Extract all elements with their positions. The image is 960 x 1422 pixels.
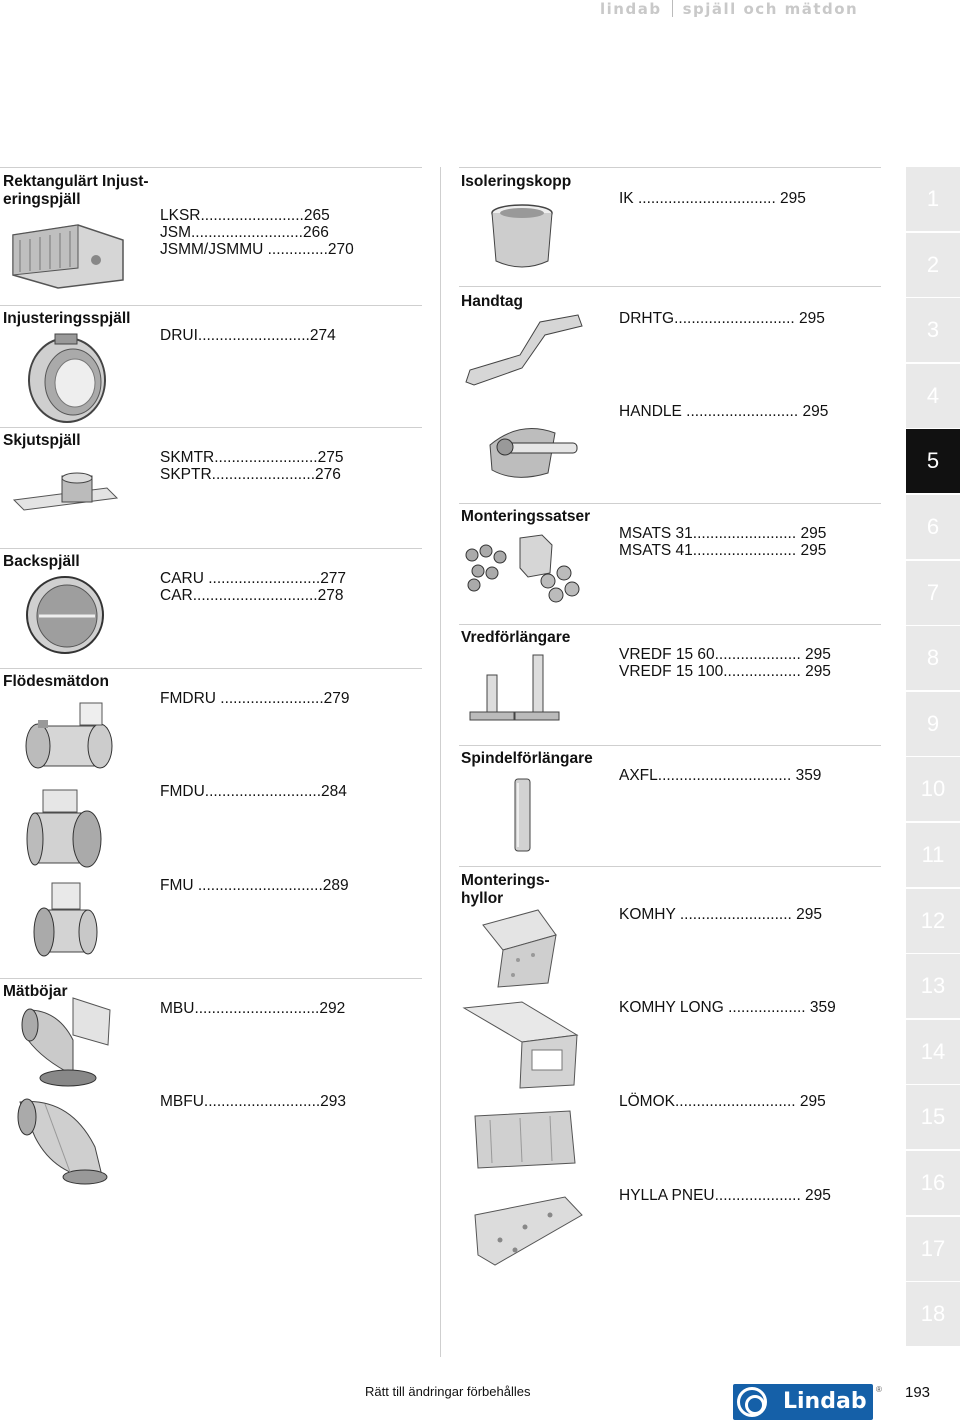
section-title-skjutspjall: Skjutspjäll (3, 432, 81, 449)
chapter-tab-13[interactable]: 13 (906, 954, 960, 1018)
header-separator (672, 0, 673, 17)
ref-handle: HANDLE .......................... 295 (619, 403, 829, 420)
section-title-isoleringskopp: Isoleringskopp (461, 173, 572, 190)
chapter-tab-17[interactable]: 17 (906, 1217, 960, 1281)
ref-fmdu: FMDU...........................284 (160, 783, 347, 800)
section-title-vredforlangare: Vredförlängare (461, 629, 571, 646)
chapter-tab-5-active[interactable]: 5 (906, 429, 960, 493)
product-photo-fmu (30, 880, 105, 965)
section-title-flodesmatdon: Flödesmätdon (3, 673, 109, 690)
registered-mark: ® (876, 1385, 882, 1394)
ref-lksr: LKSR........................265 (160, 207, 330, 224)
chapter-tab-6[interactable]: 6 (906, 495, 960, 559)
ref-vredf15100: VREDF 15 100.................. 295 (619, 663, 831, 680)
ref-jsmm: JSMM/JSMMU ..............270 (160, 241, 354, 258)
chapter-tab-16[interactable]: 16 (906, 1151, 960, 1215)
ref-skptr: SKPTR........................276 (160, 466, 341, 483)
column-divider (440, 167, 441, 1357)
rule (459, 624, 881, 625)
product-photo-drui (25, 330, 115, 425)
ref-skmtr: SKMTR........................275 (160, 449, 344, 466)
section-title-monteringssatser: Monteringssatser (461, 508, 591, 525)
lindab-logo-icon (737, 1387, 767, 1417)
chapter-tab-3[interactable]: 3 (906, 298, 960, 362)
product-photo-isoleringskopp (490, 203, 555, 273)
lindab-logo-text: Lindab (783, 1389, 867, 1414)
product-photo-skjutspjall (12, 470, 122, 515)
rule (459, 503, 881, 504)
running-header (600, 0, 900, 18)
ref-jsm: JSM..........................266 (160, 224, 329, 241)
product-photo-mbfu (15, 1092, 110, 1187)
section-title-spindelforlangare: Spindelförlängare (461, 750, 593, 767)
ref-ik: IK ................................ 295 (619, 190, 806, 207)
ref-car: CAR.............................278 (160, 587, 344, 604)
rule (459, 745, 881, 746)
ref-komhy: KOMHY .......................... 295 (619, 906, 822, 923)
chapter-tab-18[interactable]: 18 (906, 1282, 960, 1346)
ref-drui: DRUI..........................274 (160, 327, 336, 344)
header-section: spjäll och mätdon (682, 0, 859, 18)
chapter-tab-10[interactable]: 10 (906, 757, 960, 821)
product-photo-hylla-pneu (470, 1195, 585, 1270)
rule (0, 305, 422, 306)
ref-komhy-long: KOMHY LONG .................. 359 (619, 999, 836, 1016)
product-photo-komhy (478, 905, 558, 990)
rule (459, 866, 881, 867)
rule (0, 668, 422, 669)
chapter-tab-4[interactable]: 4 (906, 364, 960, 428)
ref-axfl: AXFL............................... 359 (619, 767, 822, 784)
chapter-tab-12[interactable]: 12 (906, 889, 960, 953)
product-photo-lksr (8, 210, 128, 290)
chapter-tab-2[interactable]: 2 (906, 233, 960, 297)
product-photo-spindelforlangare (510, 775, 535, 855)
ref-mbu: MBU.............................292 (160, 1000, 346, 1017)
rule (459, 167, 881, 168)
lindab-logo (733, 1384, 873, 1420)
product-photo-lomok (470, 1108, 580, 1173)
product-photo-handle (470, 415, 580, 485)
ref-drhtg: DRHTG............................ 295 (619, 310, 825, 327)
section-title-backspjall: Backspjäll (3, 553, 80, 570)
ref-lomok: LÖMOK............................ 295 (619, 1093, 826, 1110)
ref-hylla-pneu: HYLLA PNEU.................... 295 (619, 1187, 831, 1204)
chapter-tabs (906, 167, 960, 1348)
product-photo-fmdru (18, 698, 118, 778)
section-title-injusteringsspjall: Injusteringsspjäll (3, 310, 131, 327)
chapter-tab-15[interactable]: 15 (906, 1085, 960, 1149)
ref-caru: CARU ..........................277 (160, 570, 347, 587)
footer-note: Rätt till ändringar förbehålles (365, 1384, 531, 1399)
chapter-tab-7[interactable]: 7 (906, 561, 960, 625)
rule (0, 167, 422, 168)
product-photo-fmdu (25, 785, 105, 875)
rule (0, 978, 422, 979)
page-number: 193 (905, 1384, 931, 1401)
ref-mbfu: MBFU...........................293 (160, 1093, 347, 1110)
ref-fmdru: FMDRU ........................279 (160, 690, 350, 707)
product-photo-backspjall (25, 575, 105, 655)
header-brand: lindab (600, 0, 662, 18)
product-photo-monteringssatser (462, 533, 592, 603)
ref-msats31: MSATS 31........................ 295 (619, 525, 827, 542)
chapter-tab-1[interactable]: 1 (906, 167, 960, 231)
chapter-tab-11[interactable]: 11 (906, 823, 960, 887)
section-title-monteringshyllor: Monterings- hyllor (461, 872, 550, 907)
product-photo-mbu (18, 990, 113, 1090)
product-photo-drhtg (460, 310, 585, 390)
section-title-handtag: Handtag (461, 293, 523, 310)
ref-vredf1560: VREDF 15 60.................... 295 (619, 646, 831, 663)
section-title-rektangulart: Rektangulärt Injust- eringspjäll (3, 173, 149, 208)
rule (0, 548, 422, 549)
ref-msats41: MSATS 41........................ 295 (619, 542, 827, 559)
product-photo-komhy-long (462, 1000, 582, 1090)
rule (459, 286, 881, 287)
section-title-matbojar: Mätböjar (3, 983, 68, 1000)
chapter-tab-14[interactable]: 14 (906, 1020, 960, 1084)
chapter-tab-9[interactable]: 9 (906, 692, 960, 756)
product-photo-vredforlangare (465, 650, 575, 730)
rule (0, 427, 422, 428)
ref-fmu: FMU .............................289 (160, 877, 349, 894)
chapter-tab-8[interactable]: 8 (906, 626, 960, 690)
